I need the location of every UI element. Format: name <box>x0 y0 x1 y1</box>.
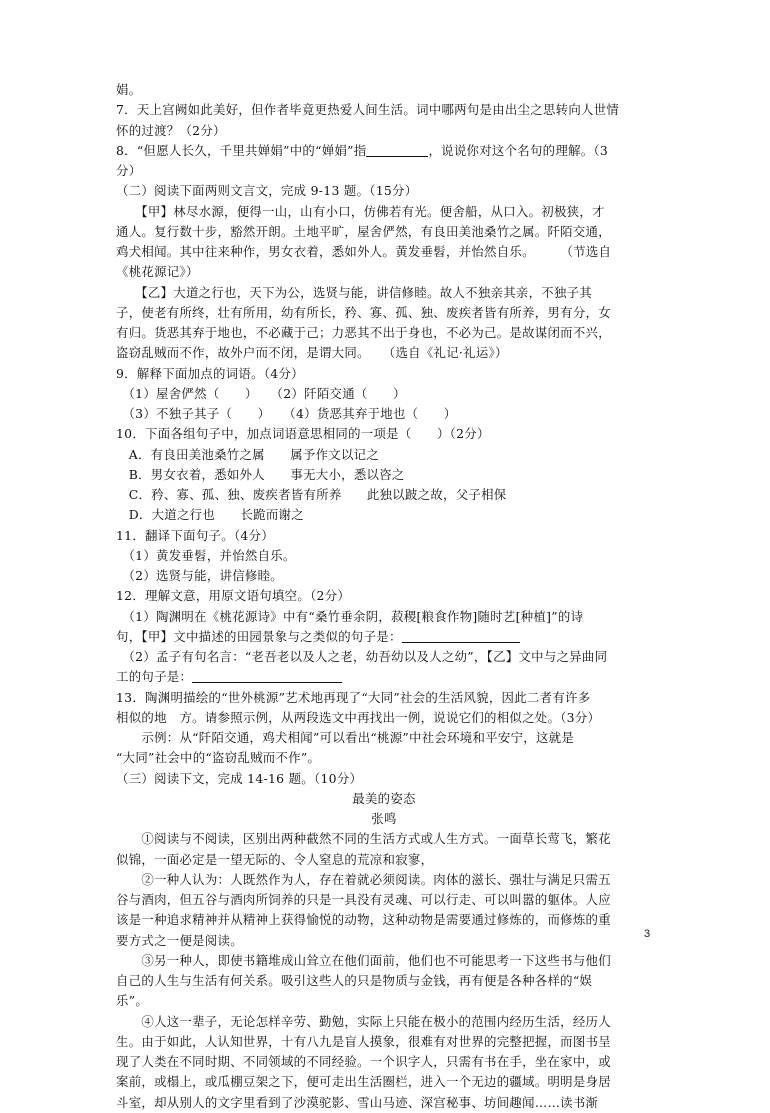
text-line <box>116 485 652 505</box>
line-text: 11．翻译下面句子。（4分） <box>116 527 274 543</box>
line-text: D．大道之行也 长跪而谢之 <box>116 507 304 523</box>
text-line <box>116 910 652 930</box>
text-line <box>116 343 652 363</box>
text-line <box>116 1012 652 1032</box>
text-line <box>116 627 652 647</box>
line-text: 乐”。 <box>116 993 149 1009</box>
line-text: A．有良田美池桑竹之属 属予作文以记之 <box>116 446 380 462</box>
line-text: B．男女衣着，悉如外人 事无大小，悉以咨之 <box>116 466 405 482</box>
text-line <box>116 951 652 971</box>
text-line <box>116 202 652 222</box>
line-text: 自己的人生与生活有何关系。吸引这些人的只是物质与金钱，再有便是各种各样的“娱 <box>116 973 593 988</box>
text-line <box>116 161 652 181</box>
text-line <box>116 121 652 141</box>
text-line <box>116 303 652 323</box>
line-text: 7．天上宫阙如此美好，但作者毕竟更热爱人间生活。词中哪两句是由出尘之思转向人世情 <box>116 102 620 118</box>
answer-blank[interactable] <box>192 669 342 683</box>
text-line <box>116 1093 652 1113</box>
line-text: ①阅读与不阅读，区别出两种截然不同的生活方式或人生方式。一面草长莺飞，繁花 <box>116 831 611 847</box>
text-line <box>116 566 652 586</box>
line-text: （1）黄发垂髫，并怡然自乐。 <box>116 547 296 563</box>
line-text: 【乙】大道之行也，天下为公，选贤与能，讲信修睦。故人不独亲其亲，不独子其 <box>116 284 593 300</box>
line-text: 【甲】林尽水源，便得一山，山有小口，仿佛若有光。便舍船，从口入。初极狭，才 <box>116 203 605 219</box>
line-text: “大同”社会中的“盗窃乱贼而不作”。 <box>116 750 321 766</box>
line-text: 要方式之一便是阅读。 <box>116 932 243 948</box>
document-body <box>116 80 652 1113</box>
text-line <box>116 789 652 809</box>
text-line <box>116 708 652 728</box>
text-line <box>116 141 652 161</box>
text-line <box>116 1052 652 1072</box>
line-text: ④人这一辈子，无论怎样辛劳、勤勉，实际上只能在极小的范围内经历生活，经历人 <box>116 1013 611 1029</box>
text-line <box>116 850 652 870</box>
line-text-after-blank: ，说说你对这个名句的理解。（3 <box>428 142 609 158</box>
line-text: 鸡犬相闻。其中往来种作，男女衣着，悉如外人。黄发垂髫，并怡然自乐。 （节选自 <box>116 244 612 259</box>
line-text: 相似的地 方。请参照示例，从两段选文中再找出一例，说说它们的相似之处。（3分） <box>116 709 601 725</box>
line-text: 案前，或榻上，或瓜棚豆架之下，便可走出生活圈栏，进入一个无边的疆域。明明是身居 <box>116 1074 611 1090</box>
line-text: 句，【甲】文中描述的田园景象与之类似的句子是： <box>116 628 402 644</box>
line-text: 分） <box>116 163 142 178</box>
line-text: 斗室，却从别人的文字里看到了沙漠驼影、雪山马迹、深宫秘事、坊间趣闻……读书渐 <box>116 1094 599 1110</box>
text-line <box>116 667 652 687</box>
text-line <box>116 242 652 262</box>
line-text: （三）阅读下文，完成 14-16 题。（10分） <box>116 770 363 786</box>
line-text: （1）屋舍俨然（ ） （2）阡陌交通（ ） <box>116 385 406 401</box>
text-line <box>116 647 652 667</box>
line-text: 示例：从“阡陌交通，鸡犬相闻”可以看出“桃源”中社会环境和平安宁，这就是 <box>116 730 575 745</box>
text-line <box>116 80 652 100</box>
text-line <box>116 688 652 708</box>
text-line <box>116 262 652 282</box>
line-text: 盗窃乱贼而不作，故外户而不闭，是谓大同。 （选自《礼记·礼运》） <box>116 345 508 361</box>
line-text: 8．“但愿人长久，千里共婵娟”中的“婵娟”指 <box>116 142 367 158</box>
text-line <box>116 586 652 606</box>
text-line <box>116 991 652 1011</box>
text-line <box>116 728 652 748</box>
text-line <box>116 748 652 768</box>
line-text: 谷与酒肉，但五谷与酒肉所饲养的只是一具没有灵魂、可以行走、可以叫嚣的躯体。人应 <box>116 892 611 907</box>
text-line <box>116 809 652 829</box>
text-line <box>116 890 652 910</box>
line-text: 12．理解文意，用原文语句填空。（2分） <box>116 588 351 604</box>
line-text: （2）孟子有句名言：“老吾老以及人之老，幼吾幼以及人之幼”，【乙】文中与之异曲同 <box>116 649 608 664</box>
text-line <box>116 222 652 242</box>
text-line <box>116 465 652 485</box>
line-text: 现了人类在不同时期、不同领域的不同经验。一个识字人，只需有书在手，坐在家中，或 <box>116 1054 611 1069</box>
line-text: （二）阅读下面两则文言文，完成 9-13 题。（15分） <box>116 183 418 199</box>
line-text: 9．解释下面加点的词语。（4分） <box>116 365 304 381</box>
text-line <box>116 445 652 465</box>
text-line <box>116 769 652 789</box>
page-number: 3 <box>644 928 651 940</box>
text-line <box>116 181 652 201</box>
line-text: （3）不独子其子（ ） （4）货恶其弃于地也（ ） <box>116 406 457 421</box>
text-line <box>116 829 652 849</box>
line-text: 似锦，一面必定是一望无际的、令人窒息的荒凉和寂寥， <box>116 851 434 867</box>
line-text: 怀的过渡？（2分） <box>116 122 226 138</box>
line-text: ②一种人认为：人既然作为人，存在着就必须阅读。肉体的滋长、强壮与满足只需五 <box>116 871 611 887</box>
text-line <box>116 931 652 951</box>
line-text: （2）选贤与能，讲信修睦。 <box>116 568 283 583</box>
text-line <box>116 283 652 303</box>
text-line <box>116 100 652 120</box>
line-text: 娟。 <box>116 82 142 97</box>
text-line <box>116 424 652 444</box>
line-text: ③另一种人，即使书籍堆成山耸立在他们面前，他们也不可能思考一下这些书与他们 <box>116 952 611 968</box>
line-text: 有归。货恶其弃于地也，不必藏于己；力恶其不出于身也，不必为己。是故谋闭而不兴， <box>116 325 611 340</box>
line-text: 最美的姿态 <box>352 790 416 806</box>
line-text: 通人。复行数十步，豁然开朗。土地平旷，屋舍俨然，有良田美池桑竹之属。阡陌交通， <box>116 223 611 239</box>
line-text: C．矜、寡、孤、独、废疾者皆有所养 此独以跛之故，父子相保 <box>116 487 507 502</box>
line-text: 子，使老有所终，壮有所用，幼有所长，矜、寡、孤、独、废疾者皆有所养，男有分，女 <box>116 304 611 320</box>
text-line <box>116 364 652 384</box>
text-line <box>116 404 652 424</box>
text-line <box>116 971 652 991</box>
line-text: 张鸣 <box>371 811 397 826</box>
line-text: 该是一种追求精神并从精神上获得愉悦的动物，这种动物是需要通过修炼的，而修炼的重 <box>116 912 611 928</box>
text-line <box>116 1072 652 1092</box>
line-text: （1）陶渊明在《桃花源诗》中有“桑竹垂余阴，菽稷[粮食作物]随时艺[种植]”的诗 <box>116 608 584 624</box>
line-text: 生。由于如此，人认知世界，十有八九是盲人摸象，很难有对世界的完整把握，而图书呈 <box>116 1033 611 1049</box>
line-text: 《桃花源记》） <box>116 264 199 280</box>
text-line <box>116 323 652 343</box>
text-line <box>116 1032 652 1052</box>
text-line <box>116 526 652 546</box>
text-line <box>116 546 652 566</box>
text-line <box>116 870 652 890</box>
line-text: 10．下面各组句子中，加点词语意思相同的一项是（ ）（2分） <box>116 426 490 442</box>
answer-blank[interactable] <box>402 629 520 643</box>
text-line <box>116 505 652 525</box>
line-text: 13．陶渊明描绘的“世外桃源”艺术地再现了“大同”社会的生活风貌，因此二者有许多 <box>116 689 591 705</box>
text-line <box>116 607 652 627</box>
line-text: 工的句子是： <box>116 669 193 685</box>
text-line <box>116 384 652 404</box>
answer-blank[interactable] <box>366 143 428 157</box>
